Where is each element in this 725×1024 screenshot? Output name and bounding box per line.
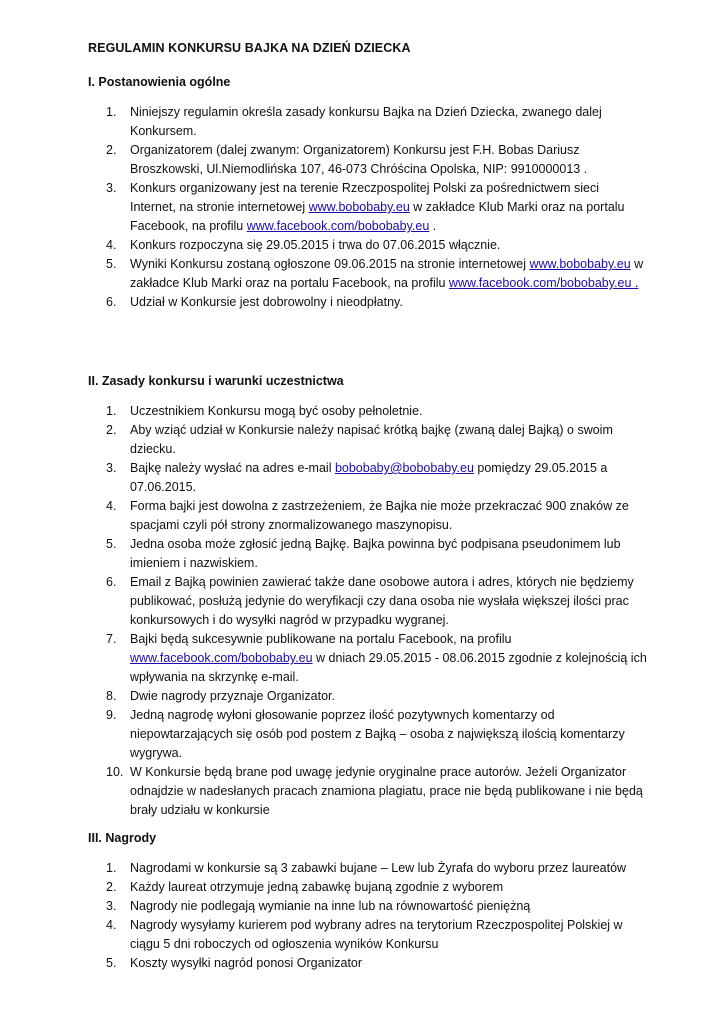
text-run: w dniach 29.05.2015 - 08.06.2015 zgodnie z kolejnością ich wpływania na skrzynkę e-mail. [130,651,647,684]
text-run: Uczestnikiem Konkursu mogą być osoby pełnoletnie. [130,404,423,418]
list-item-text [130,687,648,706]
text-run: Udział w Konkursie jest dobrowolny i nieodpłatny. [130,295,403,309]
list-item [88,763,648,820]
list-item-number: 2. [106,143,117,157]
text-run: Bajkę należy wysłać na adres e-mail [130,461,335,475]
list-item-number: 6. [106,295,117,309]
section-2-list [88,402,648,820]
list-item [88,103,648,141]
list-item-number: 2. [106,880,117,894]
list-item-number: 7. [106,632,117,646]
list-item-number: 3. [106,899,117,913]
section-1-list [88,103,648,312]
list-item-text [130,535,648,573]
list-item-text [130,573,648,630]
list-item-text [130,878,648,897]
section-heading-1: I. Postanowienia ogólne [88,75,231,89]
text-run: W Konkursie będą brane pod uwagę jedynie oryginalne prace autorów. Jeżeli Organizator odnajdzie w nadesłanych pracach znamiona plagiatu, prace nie będą publikowane i nie będą brały udziału w konkursie [130,765,643,817]
list-item [88,255,648,293]
text-run: Nagrody nie podlegają wymianie na inne lub na równowartość pieniężną [130,899,531,913]
list-item-text [130,630,648,687]
list-item-text [130,954,648,973]
list-item [88,141,648,179]
hyperlink[interactable]: www.facebook.com/bobobaby.eu [130,651,313,665]
list-item [88,630,648,687]
list-item [88,293,648,312]
list-item-text [130,459,648,497]
hyperlink[interactable]: bobobaby@bobobaby.eu [334,461,474,475]
list-item [88,687,648,706]
list-item-number: 4. [106,238,117,252]
text-run: Konkurs rozpoczyna się 29.05.2015 i trwa do 07.06.2015 włącznie. [130,238,501,252]
list-item [88,459,648,497]
list-item [88,179,648,236]
text-run: Aby wziąć udział w Konkursie należy napisać krótką bajkę (zwaną dalej Bajką) o swoim dziecku. [130,423,613,456]
text-run: Dwie nagrody przyznaje Organizator. [130,689,335,703]
list-item [88,573,648,630]
list-item-text [130,897,648,916]
list-item-number: 1. [106,105,117,119]
list-item-number: 1. [106,404,117,418]
section-3-list [88,859,648,973]
list-item-text [130,763,648,820]
list-item-text [130,179,648,236]
text-run: Forma bajki jest dowolna z zastrzeżeniem, że Bajka nie może przekraczać 900 znaków ze spacjami czyli pół strony znormalizowanego maszynopisu. [130,499,629,532]
list-item [88,706,648,763]
document-title: REGULAMIN KONKURSU BAJKA NA DZIEŃ DZIECKA [88,41,411,55]
list-item-text [130,706,648,763]
text-run: Email z Bajką powinien zawierać także dane osobowe autora i adres, których nie będziemy publikować, posłużą jedynie do weryfikacji czy dana osoba nie wysłała większej ilości prac konkursowych i do wysyłki nagród w przypadku wygranej. [130,575,634,627]
text-run: Niniejszy regulamin określa zasady konkursu Bajka na Dzień Dziecka, zwanego dalej Konkursem. [130,105,602,138]
list-item [88,497,648,535]
text-run: Nagrodami w konkursie są 3 zabawki bujane – Lew lub Żyrafa do wyboru przez laureatów [130,861,627,875]
list-item-text [130,402,648,421]
list-item-number: 5. [106,956,117,970]
section-heading-3: III. Nagrody [88,831,157,845]
list-item-text [130,916,648,954]
list-item-text [130,255,648,293]
list-item-number: 2. [106,423,117,437]
text-run: Bajki będą sukcesywnie publikowane na portalu Facebook, na profilu [130,632,512,646]
list-item-text [130,103,648,141]
list-item-number: 3. [106,181,117,195]
list-item-number: 6. [106,575,117,589]
hyperlink[interactable]: www.facebook.com/bobobaby.eu . [448,276,639,290]
list-item [88,897,648,916]
list-item-text [130,859,648,878]
list-item-number: 8. [106,689,117,703]
list-item-text [130,497,648,535]
section-heading-2: II. Zasady konkursu i warunki uczestnictwa [88,374,344,388]
list-item [88,402,648,421]
text-run: Jedna osoba może zgłosić jedną Bajkę. Bajka powinna być podpisana pseudonimem lub imieniem i nazwiskiem. [130,537,621,570]
text-run: pomiędzy 29.05.2015 a 07.06.2015. [130,461,608,494]
list-item-number: 1. [106,861,117,875]
list-item [88,878,648,897]
hyperlink[interactable]: www.bobobaby.eu [308,200,410,214]
text-run: w zakładce Klub Marki oraz na portalu Facebook, na profilu [130,200,625,233]
list-item-number: 10. [106,765,124,779]
list-item-number: 4. [106,918,117,932]
text-run: Koszty wysyłki nagród ponosi Organizator [130,956,363,970]
text-run: Nagrody wysyłamy kurierem pod wybrany adres na terytorium Rzeczpospolitej Polskiej w ciągu 5 dni roboczych od ogłoszenia wyników Konkursu [130,918,623,951]
list-item [88,916,648,954]
text-run: Wyniki Konkursu zostaną ogłoszone 09.06.2015 na stronie internetowej [130,257,530,271]
list-item-number: 4. [106,499,117,513]
list-item-number: 9. [106,708,117,722]
text-run: Konkurs organizowany jest na terenie Rzeczpospolitej Polski za pośrednictwem sieci Internet, na stronie internetowej [130,181,599,214]
list-item-number: 5. [106,257,117,271]
list-item-text [130,421,648,459]
list-item-number: 5. [106,537,117,551]
list-item [88,859,648,878]
text-run: Każdy laureat otrzymuje jedną zabawkę bujaną zgodnie z wyborem [130,880,504,894]
text-run: Organizatorem (dalej zwanym: Organizatorem) Konkursu jest F.H. Bobas Dariusz Broszkowski, Ul.Niemodlińska 107, 46-073 Chróścina Opolska, NIP: 9910000013 . [130,143,588,176]
text-run: w zakładce Klub Marki oraz na portalu Facebook, na profilu [130,257,644,290]
list-item-text [130,236,648,255]
text-run: . [429,219,437,233]
list-item-text [130,293,648,312]
hyperlink[interactable]: www.bobobaby.eu [529,257,631,271]
list-item [88,421,648,459]
list-item [88,535,648,573]
list-item-number: 3. [106,461,117,475]
list-item [88,236,648,255]
hyperlink[interactable]: www.facebook.com/bobobaby.eu [246,219,430,233]
text-run: Jedną nagrodę wyłoni głosowanie poprzez ilość pozytywnych komentarzy od niepowtarzających się osób pod postem z Bajką – osoba z największą ilością komentarzy wygrywa. [130,708,625,760]
list-item [88,954,648,973]
list-item-text [130,141,648,179]
